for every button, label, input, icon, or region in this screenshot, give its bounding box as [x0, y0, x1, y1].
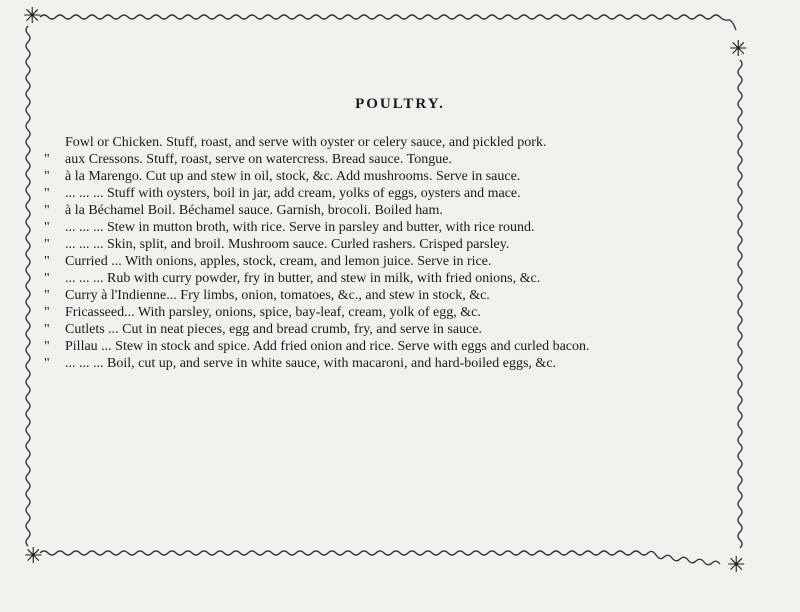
recipe-text: With parsley, onions, spice, bay-leaf, cream, yolk of egg, &c. — [137, 305, 481, 320]
recipe-entry — [40, 219, 730, 236]
recipe-label: Fowl or Chicken. — [65, 135, 163, 150]
ditto-mark: " — [44, 356, 50, 371]
recipe-text: Stew in stock and spice. Add fried onion and rice. Serve with eggs and curled bacon. — [115, 339, 590, 354]
border-bottom-line — [40, 551, 720, 565]
border-right-line — [738, 60, 742, 548]
recipe-entry — [40, 185, 730, 202]
recipe-label: à la Marengo. — [65, 169, 143, 184]
recipe-entry — [40, 338, 730, 355]
recipe-text: Rub with curry powder, fry in butter, and stew in milk, with fried onions, &c. — [107, 271, 541, 286]
ditto-mark: " — [44, 220, 50, 235]
ditto-mark: " — [44, 339, 50, 354]
recipe-label: Fricasseed... — [65, 305, 135, 320]
recipe-label: ... ... ... — [65, 237, 104, 252]
recipe-text: Cut up and stew in oil, stock, &c. Add mushrooms. Serve in sauce. — [145, 169, 521, 184]
recipe-text: Stuff, roast, serve on watercress. Bread sauce. Tongue. — [146, 152, 452, 167]
recipe-label: Curry à l'Indienne... — [65, 288, 177, 303]
recipe-text: Boil, cut up, and serve in white sauce, with macaroni, and hard-boiled eggs, &c. — [107, 356, 557, 371]
recipe-text: Cut in neat pieces, egg and bread crumb, fry, and serve in sauce. — [122, 322, 483, 337]
recipe-label: ... ... ... — [65, 356, 104, 371]
ditto-mark: " — [44, 288, 50, 303]
corner-ornament-icon: ✳ — [727, 552, 746, 577]
recipe-label: ... ... ... — [65, 186, 104, 201]
recipe-label: aux Cressons. — [65, 152, 143, 167]
corner-ornament-icon: ✳ — [729, 36, 748, 61]
recipe-entry — [40, 287, 730, 304]
recipe-label: à la Béchamel — [65, 203, 145, 218]
ditto-mark: " — [44, 322, 50, 337]
recipe-entry — [40, 134, 730, 151]
recipe-text: Stuff, roast, and serve with oyster or celery sauce, and pickled pork. — [166, 135, 547, 150]
recipe-text: Boil. Béchamel sauce. Garnish, brocoli. Boiled ham. — [147, 203, 443, 218]
corner-ornament-icon: ✳ — [23, 3, 42, 28]
recipe-label: Pillau ... — [65, 339, 112, 354]
corner-ornament-icon: ✳ — [24, 543, 43, 568]
recipe-entry — [40, 304, 730, 321]
border-top-line — [40, 15, 736, 30]
recipe-entry — [40, 253, 730, 270]
recipe-label: ... ... ... — [65, 220, 104, 235]
ditto-mark: " — [44, 203, 50, 218]
recipe-entry — [40, 236, 730, 253]
recipe-entry — [40, 151, 730, 168]
recipe-text: Fry limbs, onion, tomatoes, &c., and stew in stock, &c. — [180, 288, 490, 303]
ditto-mark: " — [44, 254, 50, 269]
recipe-entry — [40, 168, 730, 185]
recipe-text: Stuff with oysters, boil in jar, add cream, yolks of eggs, oysters and mace. — [107, 186, 521, 201]
recipe-list — [40, 134, 730, 372]
recipe-text: With onions, apples, stock, cream, and lemon juice. Serve in rice. — [125, 254, 492, 269]
ditto-mark: " — [44, 152, 50, 167]
ditto-mark: " — [44, 186, 50, 201]
recipe-entry — [40, 321, 730, 338]
ditto-mark: " — [44, 237, 50, 252]
ditto-mark: " — [44, 271, 50, 286]
recipe-entry — [40, 355, 730, 372]
recipe-label: ... ... ... — [65, 271, 104, 286]
recipe-text: Stew in mutton broth, with rice. Serve in parsley and butter, with rice round. — [107, 220, 535, 235]
ditto-mark: " — [44, 305, 50, 320]
recipe-label: Cutlets ... — [65, 322, 119, 337]
recipe-entry — [40, 202, 730, 219]
recipe-entry — [40, 270, 730, 287]
page-title: POULTRY. — [355, 96, 445, 112]
recipe-label: Curried ... — [65, 254, 122, 269]
recipe-text: Skin, split, and broil. Mushroom sauce. Curled rashers. Crisped parsley. — [107, 237, 510, 252]
ditto-mark: " — [44, 169, 50, 184]
